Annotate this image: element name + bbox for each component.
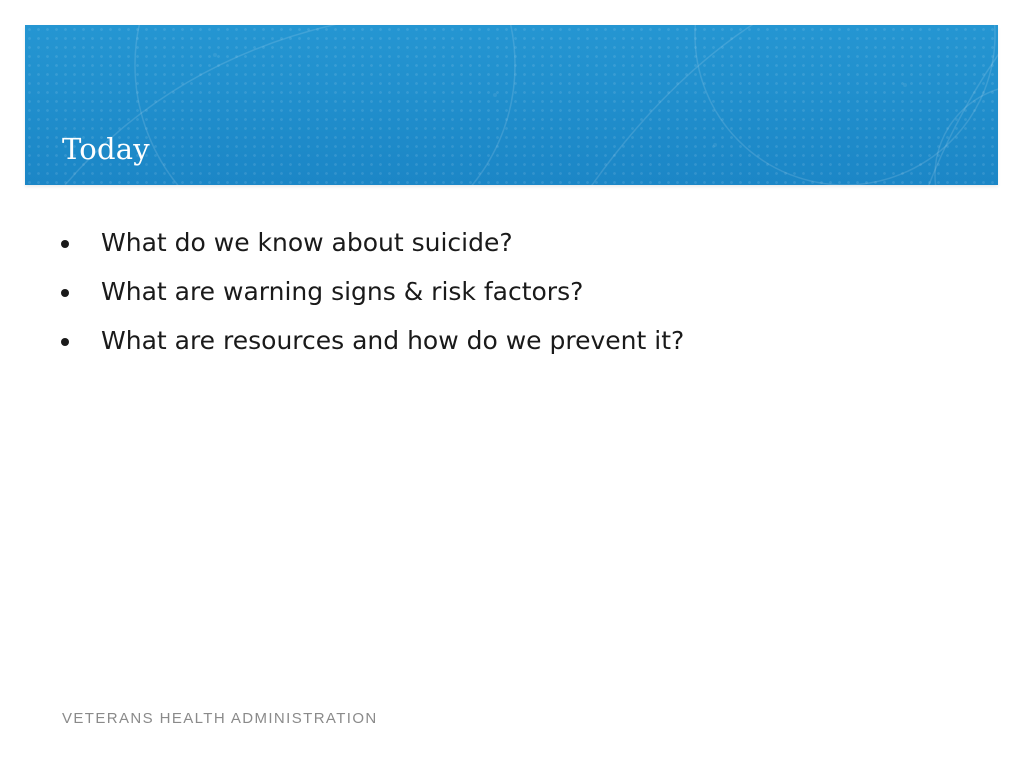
- bullet-text: What are warning signs & risk factors?: [101, 277, 584, 306]
- footer-organization-name: VETERANS HEALTH ADMINISTRATION: [62, 710, 378, 727]
- bullet-text: What do we know about suicide?: [101, 228, 513, 257]
- header-banner: [25, 25, 998, 185]
- bullet-point-icon: [61, 240, 69, 248]
- banner-arc-pattern: [25, 25, 998, 185]
- slide-title: Today: [62, 132, 150, 166]
- bullet-point-icon: [61, 289, 69, 297]
- bullet-point-icon: [61, 338, 69, 346]
- bullet-text: What are resources and how do we prevent it?: [101, 326, 685, 355]
